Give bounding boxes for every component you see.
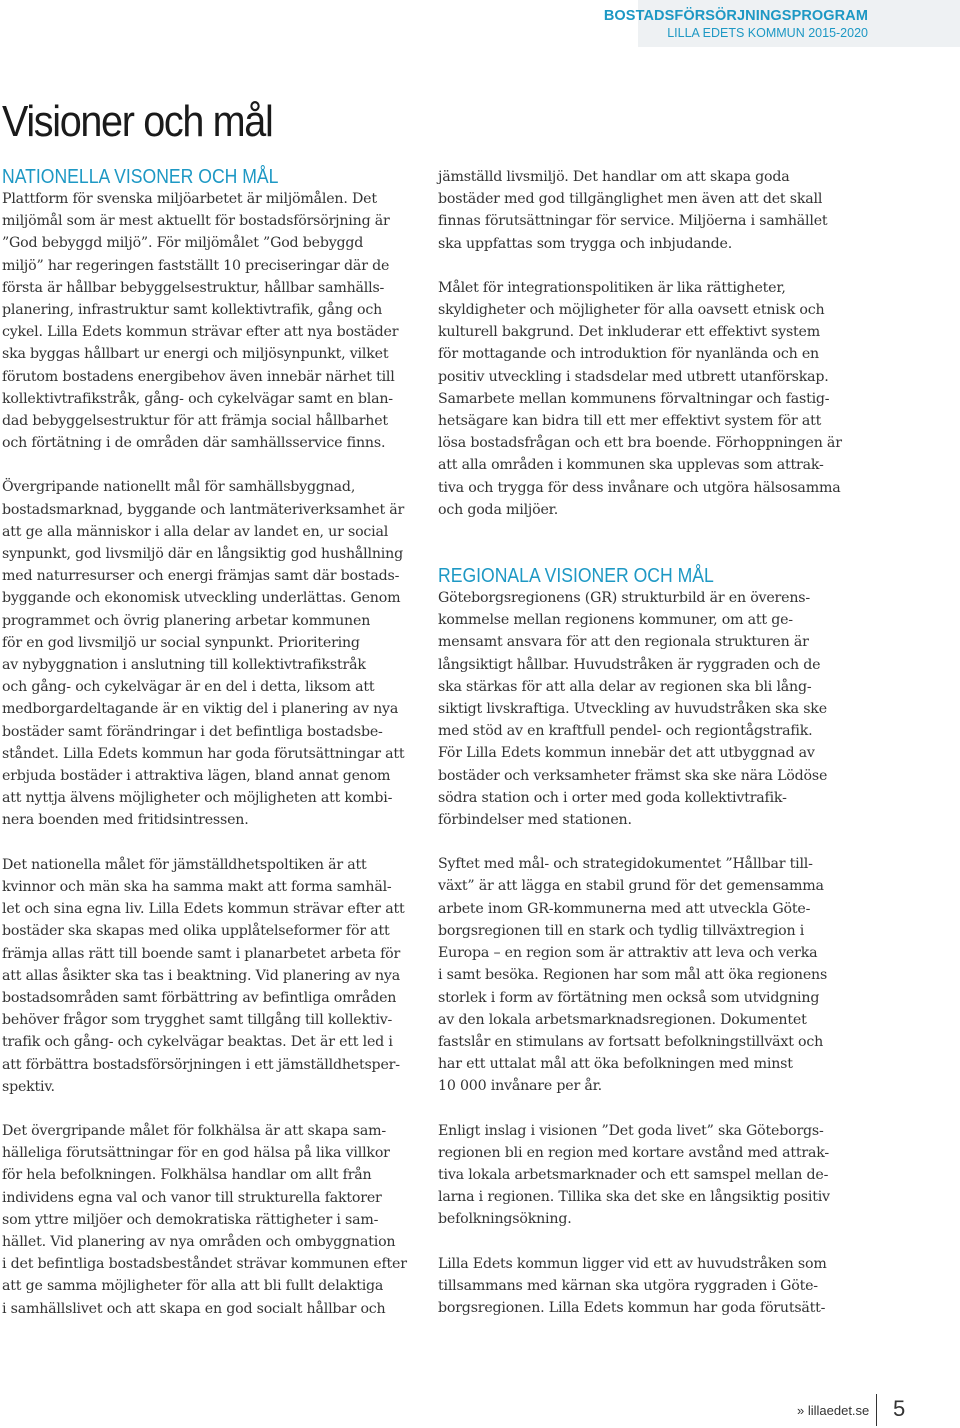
text-line: ska byggas hållbart ur energi och miljösynpunkt, vilket [2,346,389,363]
text-line: borgsregionen. Lilla Edets kommun har goda förutsätt- [438,1299,826,1316]
text-line: dad bebyggelsestruktur för att främja social hållbarhet [2,413,388,430]
text-line: Det nationella målet för jämställdhetspoltiken är att [2,856,367,873]
text-line: regionen bli en region med kortare avstånd med attrak- [438,1144,829,1161]
text-line: har ett uttalat mål att öka befolkningen med minst [438,1056,793,1073]
paragraph [438,587,838,831]
text-line: programmet och övrig planering arbetar kommunen [2,612,371,629]
text-line: cykel. Lilla Edets kommun strävar efter att nya bostäder [2,324,399,341]
text-line: larna i regionen. Tillika ska det ske en långsiktig positiv [438,1189,830,1206]
text-line: förutom bostadens energibehov även innebär närhet till [2,368,395,385]
text-line: Göteborgsregionens (GR) strukturbild är en överens- [438,590,810,607]
text-line: byggande och ekonomisk utveckling underlättas. Genom [2,590,401,607]
right-column [438,166,842,1341]
text-line: fastslår en stimulans av fortsatt befolkningstillväxt och [438,1033,824,1050]
section-heading-national: NATIONELLA VISONER OCH MÅL [2,166,279,188]
text-line: spektiv. [2,1078,55,1095]
text-line: kollektivtrafikstråk, gång- och cykelvägar samt en blan- [2,390,393,407]
text-line: bostäder och verksamheter främst ska ske nära Lödöse [438,767,828,784]
text-line: i det befintliga bostadsbeståndet strävar kommunen efter [2,1256,407,1273]
paragraph [438,853,838,1097]
text-line: erbjuda bostäder i attraktiva lägen, bland annat genom [2,768,391,785]
text-line: första är hållbar bebyggelsestruktur, hållbar samhälls- [2,279,385,296]
text-line: av den lokala arbetsmarknadsregionen. Dokumentet [438,1011,807,1028]
text-line: hället. Vid planering av nya områden och ombyggnation [2,1233,396,1250]
paragraph [438,166,838,255]
text-line: ”God bebyggd miljö”. För miljömålet ”God bebyggd [2,235,364,252]
paragraph [438,277,842,521]
text-line: Lilla Edets kommun ligger vid ett av huvudstråken som [438,1255,827,1272]
paragraph [2,476,405,831]
text-line: i samhällslivet och att skapa en god socialt hållbar och [2,1300,386,1317]
text-line: att alla områden i kommunen ska upplevas som attrak- [438,457,824,474]
text-line: bostäder ska skapas med olika upplåtelseformer för att [2,923,390,940]
text-line: jämställd livsmiljö. Det handlar om att skapa goda [438,169,790,185]
text-line: för mottagande och introduktion för nyanlända och en [438,346,819,363]
text-line: att nyttja älvens möjligheter och möjligheten att kombi- [2,790,393,807]
text-line: att ge samma möjligheter för alla att bli fullt delaktiga [2,1278,384,1295]
text-line: bostadsområden samt förbättring av befintliga områden [2,989,397,1006]
text-line: befolkningsökning. [438,1211,572,1228]
text-line: tiva lokala arbetsmarknader och ett samspel mellan de- [438,1166,829,1183]
text-line: Europa – en region som är attraktiv att leva och verka [438,945,818,962]
left-column [2,166,407,1342]
section-heading-regional: REGIONALA VISIONER OCH MÅL [438,565,714,588]
paragraph [2,854,405,1098]
text-line: av nybyggnation i anslutning till kollektivtrafikstråk [2,657,366,674]
text-line: med stöd av en kraftfull pendel- och regiontågstrafik. [438,723,813,740]
page-title: Visioner och mål [2,97,273,146]
text-line: siktigt livskraftiga. Utveckling av huvudstråken ska ske [438,701,827,718]
text-line: kulturell bakgrund. Det inkluderar ett effektivt system [438,324,820,341]
text-line: mensamt ansvara för att den regionala strukturen är [438,634,809,651]
text-line: och goda miljöer. [438,501,559,518]
text-line: tiva och trygga för dess invånare och utgöra hälsosamma [438,479,841,496]
text-line: för en god livsmiljö ur social synpunkt. Prioritering [2,634,360,651]
text-line: hetsägare kan bidra till ett mer effektivt system för att [438,413,822,430]
text-line: 10 000 invånare per år. [438,1078,602,1095]
text-line: skyldigheter och möjligheter för alla oavsett etnisk och [438,302,825,319]
text-line: att allas åsikter ska tas i beaktning. Vid planering av nya [2,967,400,984]
text-line: främja allas rätt till boende samt i planarbetet arbeta för [2,945,401,962]
text-line: nera boenden med fritidsintressen. [2,812,249,829]
text-line: Målet för integrationspolitiken är lika rättigheter, [438,279,786,296]
text-line: Syftet med mål- och strategidokumentet ”Hållbar till- [438,856,813,873]
text-line: synpunkt, god livsmiljö där en långsiktig god hushållning [2,546,403,563]
text-line: behöver frågor som trygghet samt tillgång till kollektiv- [2,1012,393,1029]
text-line: förbindelser med stationen. [438,812,632,829]
text-line: ståndet. Lilla Edets kommun har goda förutsättningar att [2,745,405,762]
text-line: och gång- och cykelvägar är en del i detta, liksom att [2,679,375,696]
text-line: växt” är att lägga en stabil grund för det gemensamma [438,878,824,895]
paragraph [438,1120,838,1231]
document-title: BOSTADSFÖRSÖRJNINGSPROGRAM [603,8,868,24]
text-line: planering, infrastruktur samt kollektivtrafik, gång och [2,302,383,319]
text-line: Enligt inslag i visionen ”Det goda livet” ska Göteborgs- [438,1122,824,1139]
paragraph [2,188,402,454]
text-line: borgsregionen till en stark och tydlig tillväxtregion i [438,922,805,939]
text-line: medborgardeltagande är en viktig del i planering av nya [2,701,399,718]
text-line: tillsammans med kärnan ska utgöra ryggraden i Göte- [438,1277,818,1294]
text-line: Det övergripande målet för folkhälsa är att skapa sam- [2,1122,386,1139]
text-line: kvinnor och män ska ha samma makt att forma samhäl- [2,878,392,895]
text-line: ska uppfattas som trygga och inbjudande. [438,235,733,252]
text-line: att förbättra bostadsförsörjningen i ett jämställdhetsper- [2,1056,400,1073]
text-line: hälleliga förutsättningar för en god hälsa på lika villkor [2,1145,390,1162]
text-line: ska stärkas för att alla delar av regionen ska bli lång- [438,678,812,695]
text-line: miljömål som är mest aktuellt för bostadsförsörjning är [2,213,390,230]
text-line: i samt besöka. Regionen har som mål att öka regionens [438,967,828,984]
text-line: Plattform för svenska miljöarbetet är miljömålen. Det [2,191,377,207]
text-line: let och sina egna liv. Lilla Edets kommun strävar efter att [2,901,405,918]
text-line: För Lilla Edets kommun innebär det att utbyggnad av [438,745,815,762]
footer-divider [876,1394,877,1426]
paragraph [2,1120,407,1320]
text-line: kommelse mellan regionens kommuner, om att ge- [438,612,793,629]
text-line: storlek i form av förtätning men också som utvidgning [438,989,820,1006]
text-line: positiv utveckling i stadsdelar med utbrett utanförskap. [438,368,829,385]
website-link[interactable]: » lillaedet.se [797,1403,870,1418]
paragraph [438,1253,838,1320]
document-subtitle: LILLA EDETS KOMMUN 2015-2020 [667,26,868,40]
text-line: Övergripande nationellt mål för samhällsbyggnad, [2,479,356,496]
text-line: trafik och gång- och cykelvägar beaktas. Det är ett led i [2,1034,393,1051]
text-line: bostäder med god tillgänglighet men även att det skall [438,191,823,208]
text-line: för hela befolkningen. Folkhälsa handlar om allt från [2,1167,372,1184]
text-line: lösa bostadsfrågan och ett bra boende. Förhoppningen är [438,435,842,452]
text-line: bostadsmarknad, byggande och lantmäteriverksamhet är [2,501,405,518]
text-line: miljö” har regeringen fastställt 10 preciseringar där de [2,257,390,274]
text-line: Samarbete mellan kommunens förvaltningar och fastig- [438,390,830,407]
text-line: långsiktigt hållbar. Huvudstråken är ryggraden och de [438,656,821,673]
text-line: som yttre miljöer och demokratiska rättigheter i sam- [2,1211,379,1228]
text-line: individens egna val och vanor till strukturella faktorer [2,1189,382,1206]
text-line: att ge alla människor i alla delar av landet en, ur social [2,523,389,540]
text-line: södra station och i orter med goda kollektivtrafik- [438,789,787,806]
text-line: med naturresurser och energi främjas samt där bostads- [2,568,400,585]
text-line: och förtätning i de områden där samhällsservice finns. [2,435,386,452]
header-banner [603,0,960,47]
text-line: bostäder samt förändringar i det befintliga bostadsbe- [2,723,383,740]
text-line: finnas förutsättningar för service. Miljöerna i samhället [438,213,828,230]
page-number: 5 [893,1396,906,1421]
text-line: arbete inom GR-kommunerna med att utveckla Göte- [438,900,811,917]
